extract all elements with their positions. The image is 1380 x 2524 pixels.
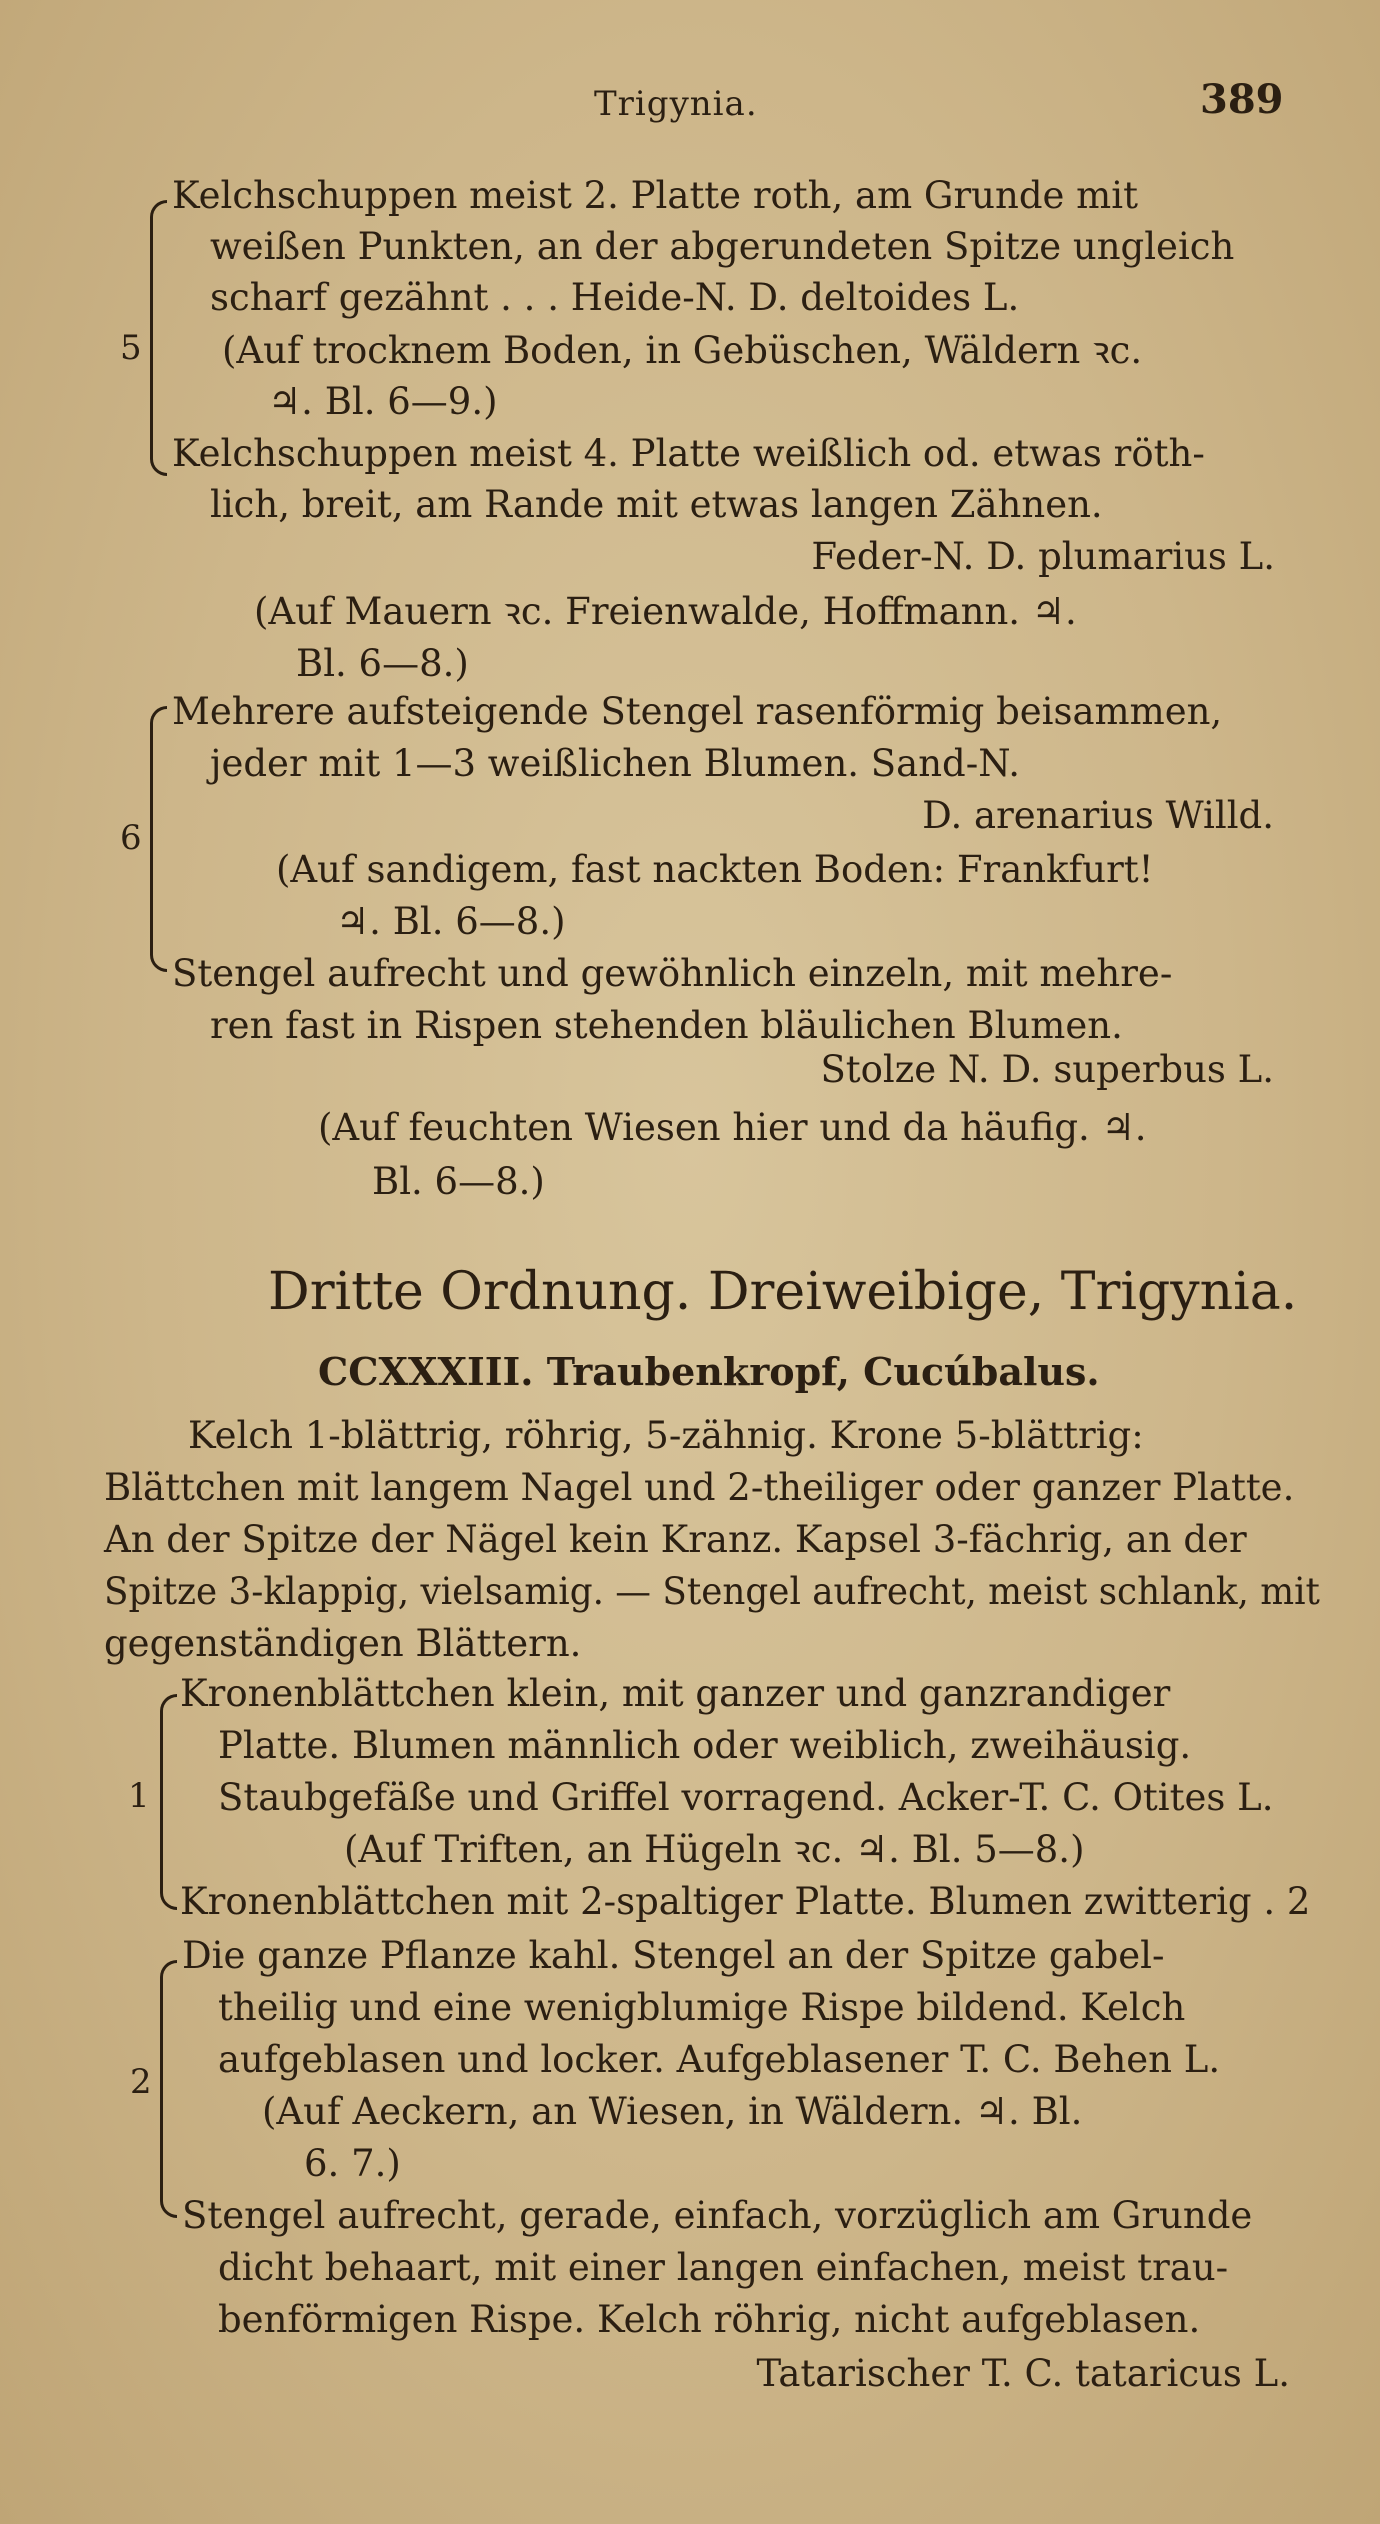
key5-b-line-2: lich, breit, am Rande mit etwas langen Zähnen.: [210, 483, 1103, 526]
key-number-5: 5: [120, 328, 142, 368]
key-brace-2: [160, 1960, 177, 2218]
key5-b-line-5: Bl. 6—8.): [296, 642, 469, 685]
key2-b-species: Tatarischer T. C. tataricus L.: [756, 2352, 1290, 2395]
key6-b-line-1: Stengel aufrecht und gewöhnlich einzeln, mit mehre-: [172, 952, 1173, 995]
key6-b-line-4: (Auf feuchten Wiesen hier und da häufig. ♃.: [318, 1106, 1147, 1149]
description-line-3: An der Spitze der Nägel kein Kranz. Kapsel 3-fächrig, an der: [104, 1518, 1247, 1561]
key-number-1: 1: [128, 1776, 150, 1816]
running-header-title: Trigynia.: [594, 84, 758, 124]
key6-a-line-2: jeder mit 1—3 weißlichen Blumen. Sand-N.: [210, 742, 1020, 785]
key2-b-line-1: Stengel aufrecht, gerade, einfach, vorzüglich am Grunde: [182, 2194, 1253, 2237]
page-number: 389: [1200, 76, 1284, 123]
description-line-4: Spitze 3-klappig, vielsamig. — Stengel aufrecht, meist schlank, mit: [104, 1570, 1320, 1613]
key1-a-line-1: Kronenblättchen klein, mit ganzer und ganzrandiger: [180, 1672, 1171, 1715]
key-number-2: 2: [130, 2062, 152, 2102]
key2-b-line-3: benförmigen Rispe. Kelch röhrig, nicht aufgeblasen.: [218, 2298, 1201, 2341]
key1-a-line-3: Staubgefäße und Griffel vorragend. Acker-T. C. Otites L.: [218, 1776, 1274, 1819]
description-line-2: Blättchen mit langem Nagel und 2-theiliger oder ganzer Platte.: [104, 1466, 1295, 1509]
key6-a-line-4: (Auf sandigem, fast nackten Boden: Frankfurt!: [276, 848, 1154, 891]
key1-a-line-2: Platte. Blumen männlich oder weiblich, zweihäusig.: [218, 1724, 1192, 1767]
genus-heading: CCXXXIII. Traubenkropf, Cucúbalus.: [318, 1349, 1100, 1394]
key6-a-species: D. arenarius Willd.: [922, 794, 1274, 837]
key2-a-line-4: (Auf Aeckern, an Wiesen, in Wäldern. ♃. Bl.: [262, 2090, 1083, 2133]
key2-b-line-2: dicht behaart, mit einer langen einfachen, meist trau-: [218, 2246, 1229, 2289]
key5-a-line-5: ♃. Bl. 6—9.): [268, 380, 498, 423]
key-brace-1: [160, 1694, 177, 1910]
description-line-5: gegenständigen Blättern.: [104, 1622, 582, 1665]
key6-a-line-5: ♃. Bl. 6—8.): [336, 900, 566, 943]
key6-b-line-5: Bl. 6—8.): [372, 1160, 545, 1203]
description-line-1: Kelch 1-blättrig, röhrig, 5-zähnig. Krone 5-blättrig:: [188, 1414, 1144, 1457]
key1-a-line-4: (Auf Triften, an Hügeln ꝛc. ♃. Bl. 5—8.): [344, 1828, 1085, 1871]
key2-a-line-2: theilig und eine wenigblumige Rispe bildend. Kelch: [218, 1986, 1186, 2029]
key6-a-line-1: Mehrere aufsteigende Stengel rasenförmig beisammen,: [172, 690, 1223, 733]
key2-a-line-5: 6. 7.): [304, 2142, 401, 2185]
key5-a-line-3: scharf gezähnt . . . Heide-N. D. deltoides L.: [210, 276, 1020, 319]
key5-b-line-4: (Auf Mauern ꝛc. Freienwalde, Hoffmann. ♃.: [254, 590, 1077, 633]
key5-a-line-4: (Auf trocknem Boden, in Gebüschen, Wäldern ꝛc.: [222, 329, 1143, 372]
key5-b-line-1: Kelchschuppen meist 4. Platte weißlich od. etwas röth-: [172, 432, 1205, 475]
key-number-6: 6: [120, 818, 142, 858]
key6-b-species: Stolze N. D. superbus L.: [820, 1048, 1274, 1091]
key5-b-species: Feder-N. D. plumarius L.: [811, 535, 1275, 578]
key5-a-line-1: Kelchschuppen meist 2. Platte roth, am Grunde mit: [172, 174, 1138, 217]
key1-b-line-1: Kronenblättchen mit 2-spaltiger Platte. Blumen zwitterig . 2: [180, 1880, 1311, 1923]
key2-a-line-1: Die ganze Pflanze kahl. Stengel an der Spitze gabel-: [182, 1934, 1165, 1977]
key6-b-line-2: ren fast in Rispen stehenden bläulichen Blumen.: [210, 1004, 1123, 1047]
key-brace-6: [150, 706, 167, 972]
key-brace-5: [150, 200, 167, 476]
key5-a-line-2: weißen Punkten, an der abgerundeten Spitze ungleich: [210, 225, 1235, 268]
order-heading: Dritte Ordnung. Dreiweibige, Trigynia.: [268, 1262, 1298, 1322]
key2-a-line-3: aufgeblasen und locker. Aufgeblasener T. C. Behen L.: [218, 2038, 1221, 2081]
